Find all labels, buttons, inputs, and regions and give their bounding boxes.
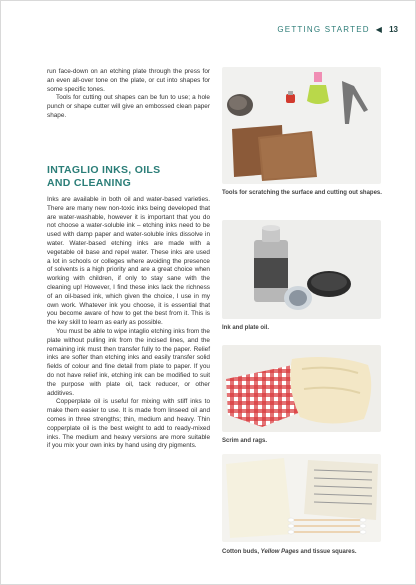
section-heading [47,164,217,190]
body-paragraph-3: Copperplate oil is useful for mixing with stiff inks to make them easier to use. It is made from linseed oil and comes in three strengths; thin, medium and heavy. Thin copperplate oil is the best weight to add to ready-mixed inks. The medium and heavy versions are more suitable if you mix your own inks by hand using dry pigments. [47,398,210,450]
caption-cotton [222,548,382,556]
cotton-photo [222,454,381,542]
section-title: GETTING STARTED [277,25,370,34]
caption-ink: Ink and plate oil. [222,325,270,331]
body-paragraph-2: You must be able to wipe intaglio etching inks from the plate without pulling ink from the incised lines, and the remaining ink must then transfer fully to the paper. Relief inks are softer than etching inks and easily transfer solid fields of colour and fine detail from plate to paper. If you do not have relief ink, etching ink can be modified to suit the purpose with plate oil, tack reducer, or other additives. [47,327,210,397]
caption-scrim: Scrim and rags. [222,438,268,444]
intro-paragraph-1: run face-down on an etching plate through the press for an even all-over tone on the plate, or cut into shapes for some specific tones. [47,68,210,93]
intro-text [47,68,210,121]
tools-photo [222,67,381,184]
left-arrow-icon: ◀ [375,25,384,34]
intro-paragraph-2: Tools for cutting out shapes can be fun to use; a hole punch or shape cutter will give an embossed clean paper shape. [47,94,210,119]
caption-tools: Tools for scratching the surface and cutting out shapes. [222,190,382,196]
body-paragraph-1: Inks are available in both oil and water-based varieties. There are many new non-toxic inks being developed that are water-washable, however it is important that you do not choose a water-soluble ink – etching inks need to be used with damp paper and water-soluble inks dissolve in water. Water-based etching inks are made with a vegetable oil base and repel water. These inks are used a lot in schools or colleges where avoiding the presence of solvents is a high priority and are a great choice when working with children, if only to stay sane with the cleaning up! However, I find these inks lack the richness of an oil-based ink, which given the choice, I use in my own work. Whatever ink you choose, it is essential that you become aware of how to get the best from it. This is the key skill to learn as early as possible. [47,196,210,327]
section-heading-line-1: INTAGLIO INKS, OILS [47,164,161,176]
ink-photo [222,220,381,319]
caption-cotton-pre: Cotton buds, [222,549,261,555]
caption-cotton-italic: Yellow Pages [260,549,299,555]
page-number: 13 [389,25,398,34]
running-header [277,25,398,34]
section-heading-line-2: AND CLEANING [47,177,132,189]
caption-cotton-post: and tissue squares. [298,549,357,555]
body-text [47,196,210,451]
scrim-photo [222,345,381,432]
